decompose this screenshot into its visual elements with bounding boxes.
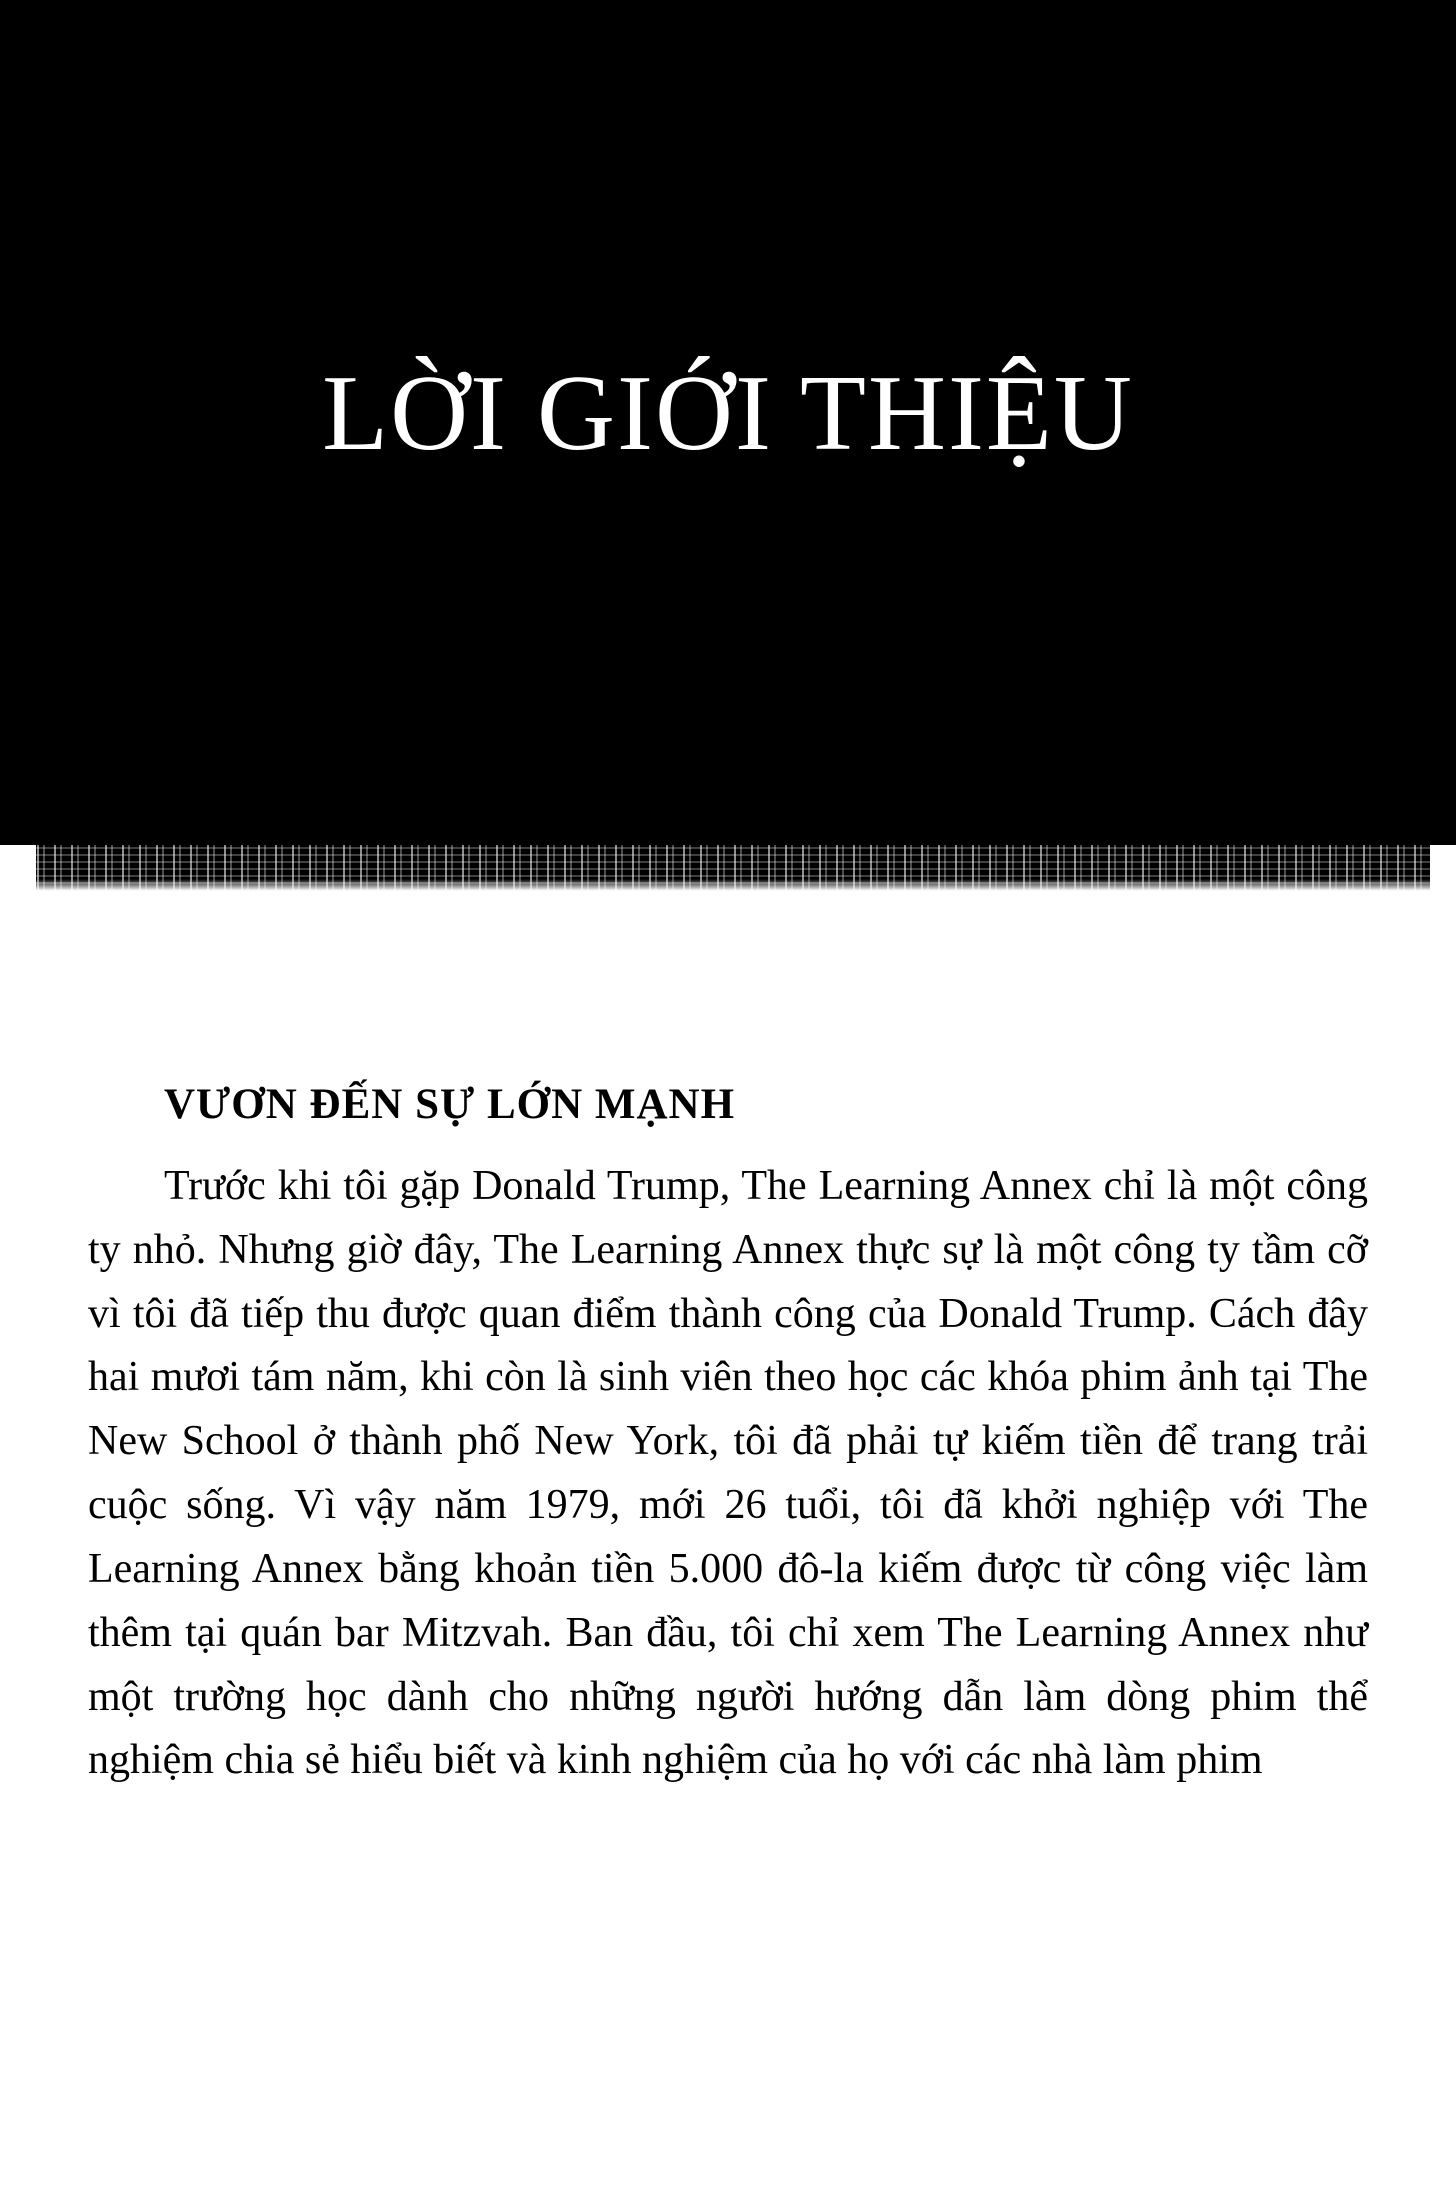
chapter-title: LỜI GIỚI THIỆU <box>322 354 1134 473</box>
grain-texture-strip <box>0 845 1456 893</box>
chapter-header-band <box>0 0 1456 880</box>
grain-strip-left-margin <box>0 845 36 893</box>
section-heading: VƯƠN ĐẾN SỰ LỚN MẠNH <box>164 1081 736 1128</box>
body-paragraph: Trước khi tôi gặp Donald Trump, The Learning Annex chỉ là một công ty nhỏ. Nhưng giờ đây, The Learning Annex thực sự là một công ty tầm cỡ vì tôi đã tiếp thu được quan điểm thành công của Donald Trump. Cách đây hai mươi tám năm, khi còn là sinh viên theo học các khóa phim ảnh tại The New School ở thành phố New York, tôi đã phải tự kiếm tiền để trang trải cuộc sống. Vì vậy năm 1979, mới 26 tuổi, tôi đã khởi nghiệp với The Learning Annex bằng khoản tiền 5.000 đô-la kiếm được từ công việc làm thêm tại quán bar Mitzvah. Ban đầu, tôi chỉ xem The Learning Annex như một trường học dành cho những người hướng dẫn làm dòng phim thể nghiệm chia sẻ hiểu biết và kinh nghiệm của họ với các nhà làm phim <box>88 1163 1368 1784</box>
body-text-block <box>88 1080 1368 1793</box>
grain-strip-right-margin <box>1430 845 1456 893</box>
